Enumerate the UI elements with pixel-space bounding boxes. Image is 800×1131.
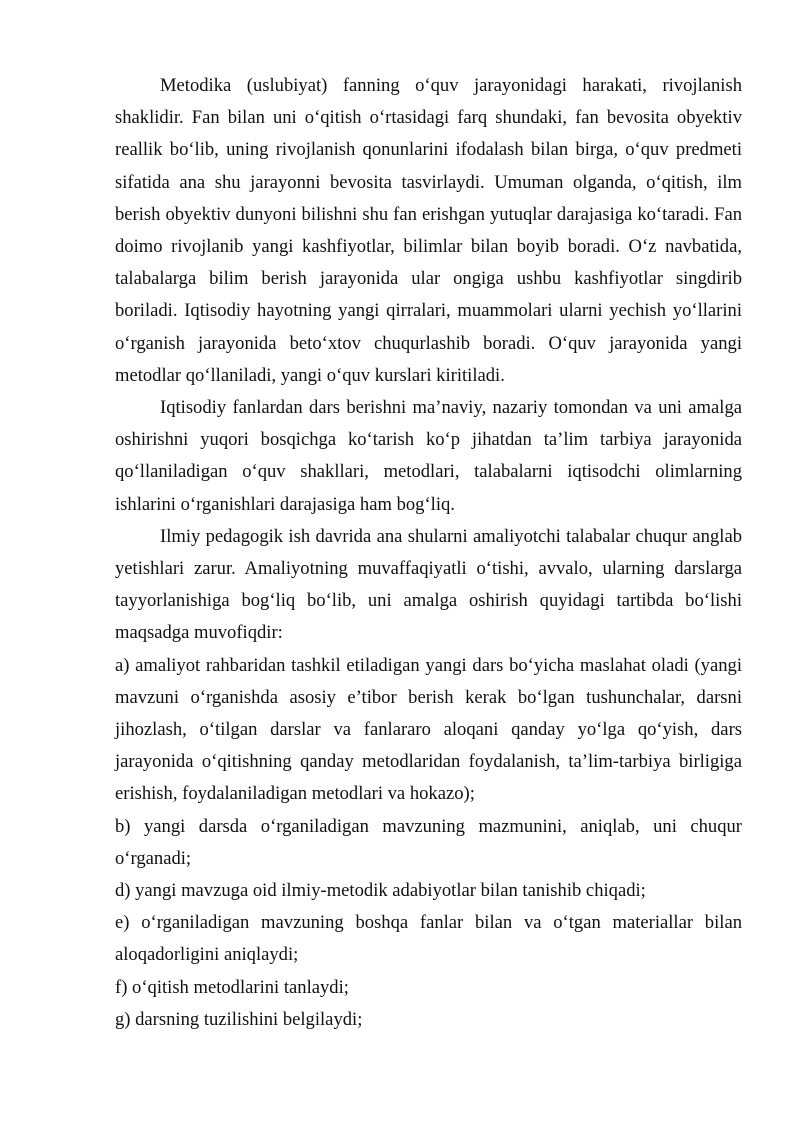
list-item-d: d) yangi mavzuga oid ilmiy-metodik adabiyotlar bilan tanishib chiqadi; [115,880,646,902]
list-item-f: f) o‘qitish metodlarini tanlaydi; [115,976,349,998]
list-item-a: a) amaliyot rahbaridan tashkil etiladigan yangi dars bo‘yicha maslahat oladi (yangi mavzuni o‘rganishda asosiy e’tibor berish kerak bo‘lgan tushunchalar, darsni jihozlash, o‘tilgan darslar va fanlararo aloqani qanday yo‘lga qo‘yish, dars jarayonida o‘qitishning qanday metodlaridan foydalanish, ta’lim-tarbiya birligiga erishish, foydalaniladigan metodlari va hokazo); [115,654,742,805]
list-item-b: b) yangi darsda o‘rganiladigan mavzuning mazmunini, aniqlab, uni chuqur o‘rganadi; [115,815,742,869]
paragraph-economic-sciences: Iqtisodiy fanlardan dars berishni ma’naviy, nazariy tomondan va uni amalga oshirishni yuqori bosqichga ko‘tarish ko‘p jihatdan ta’lim tarbiya jarayonida qo‘llaniladigan o‘quv shakllari, metodlari, talabalarni iqtisodchi olimlarning ishlarini o‘rganishlari darajasiga ham bog‘liq. [115,397,742,515]
paragraph-practice-intro: Ilmiy pedagogik ish davrida ana shularni amaliyotchi talabalar chuqur anglab yetishlari zarur. Amaliyotning muvaffaqiyatli o‘tishi, avvalo, ularning darslarga tayyorlanishiga bog‘liq bo‘lib, uni amalga oshirish quyidagi tartibda bo‘lishi maqsadga muvofiqdir: [115,525,742,644]
document-page [115,70,742,1036]
paragraph-methodology: Metodika (uslubiyat) fanning o‘quv jarayonidagi harakati, rivojlanish shaklidir. Fan bilan uni o‘qitish o‘rtasidagi farq shundaki, fan bevosita obyektiv reallik bo‘lib, uning rivojlanish qonunlarini ifodalash bilan birga, o‘quv predmeti sifatida ana shu jarayonni bevosita tasvirlaydi. Umuman olganda, o‘qitish, ilm berish obyektiv dunyoni bilishni shu fan erishgan yutuqlar darajasiga ko‘taradi. Fan doimo rivojlanib yangi kashfiyotlar, bilimlar bilan boyib boradi. O‘z navbatida, talabalarga bilim berish jarayonida ular ongiga ushbu kashfiyotlar singdirib boriladi. Iqtisodiy hayotning yangi qirralari, muammolari ularni yechish yo‘llarini o‘rganish jarayonida beto‘xtov chuqurlashib boradi. O‘quv jarayonida yangi metodlar qo‘llaniladi, yangi o‘quv kurslari kiritiladi. [115,75,742,386]
list-item-e: e) o‘rganiladigan mavzuning boshqa fanlar bilan va o‘tgan materiallar bilan aloqadorligini aniqlaydi; [115,912,742,966]
list-item-g: g) darsning tuzilishini belgilaydi; [115,1008,363,1030]
